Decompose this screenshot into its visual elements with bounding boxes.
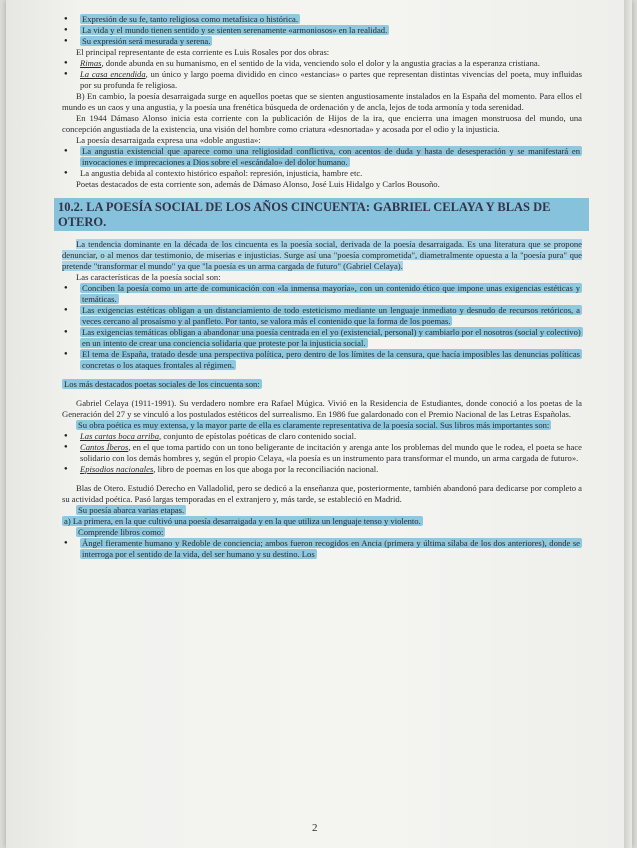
list-item: ● La angustia existencial que aparece como una religiosidad conflictiva, con acentos de duda y hasta de desesperación y se manifestará en invocaciones e imprecaciones a Dios sobre el «escándalo» del dolor humano. <box>62 146 582 168</box>
caracteristicas-intro: Las características de la poesía social son: <box>76 272 221 282</box>
desarraigada-paragraph: B) En cambio, la poesía desarraigada surge en aquellos poetas que se sienten angustiosamente instalados en la España del momento. Para ellos el mundo es un caos y una angustia, y la poesía una frenética búsqueda de ordenación y de ancla, lejos de toda armonía y toda serenidad. <box>62 91 582 112</box>
list-item: ● Rimas, donde abunda en su humanismo, en el sentido de la vida, venciendo solo el dolor y la angustia gracias a la esperanza cristiana. <box>62 58 582 69</box>
otero-books-list <box>62 538 582 560</box>
celaya-obra-paragraph: Su obra poética es muy extensa, y la mayor parte de ella es claramente representativa de la poesía social. Sus libros más importantes son: <box>78 420 550 430</box>
celaya-paragraph: Gabriel Celaya (1911-1991). Su verdadero nombre era Rafael Múgica. Vivió en la Residencia de Estudiantes, donde conoció a los poetas de la Generación del 27 y se vinculó a los postulados estéticos del surrealismo. En 1986 fue galardonado con el Premio Nacional de las Letras Españolas. <box>62 398 582 419</box>
document-content <box>58 14 583 560</box>
caracteristicas-list <box>62 283 582 371</box>
rosales-works-list <box>62 58 582 91</box>
otero-paragraph: Blas de Otero. Estudió Derecho en Valladolid, pero se dedicó a la enseñanza que, posteriormente, también abandonó para dedicarse por completo a su actividad poética. Pasó largas temporadas en el extranjero y, más tarde, se estableció en Madrid. <box>62 483 582 504</box>
list-item: ● La vida y el mundo tienen sentido y se sienten serenamente «armoniosos» en la realidad. <box>62 25 582 36</box>
tendencia-paragraph: La tendencia dominante en la década de los cincuenta es la poesía social, derivada de la poesía desarraigada. Es una literatura que se propone denunciar, o al menos dar testimonio, de miserias e injusticias. Surge así una "poesía comprometida", diametralmente opuesta a la "poesía pura" que pretende "transformar el mundo" ya que "la poesía es un arma cargada de futuro" (Gabriel Celaya). <box>62 239 582 271</box>
otero-primera-etapa: a) La primera, en la que cultivó una poesía desarraigada y en la que utiliza un lenguaje tenso y violento. <box>64 516 421 526</box>
rosales-intro: El principal representante de esta corriente es Luis Rosales por dos obras: <box>76 47 330 57</box>
angustia-list <box>62 146 582 179</box>
list-item: ● La casa encendida, un único y largo poema dividido en cinco «estancias» o partes que representan distintas vivencias del poeta, muy influidas por su profunda fe religiosa. <box>62 69 582 91</box>
document-page <box>6 0 632 848</box>
list-item: ● Las cartas boca arriba, conjunto de epístolas poéticas de claro contenido social. <box>62 431 582 442</box>
list-item: ● Su expresión será mesurada y serena. <box>62 36 582 47</box>
otero-etapas-line: Su poesía abarca varias etapas. <box>78 505 185 515</box>
list-item: ● Conciben la poesía como un arte de comunicación con «la inmensa mayoría», con un contenido ético que impone unas exigencias estéticas y temáticas. <box>62 283 582 305</box>
list-item: ● El tema de España, tratado desde una perspectiva política, pero dentro de los límites de la censura, que hacía imposibles las denuncias políticas concretas o los ataques frontales al régimen. <box>62 349 582 371</box>
destacados-paragraph: Poetas destacados de esta corriente son, además de Dámaso Alonso, José Luis Hidalgo y Carlos Bousoño. <box>76 179 440 189</box>
section-heading: 10.2. LA POESÍA SOCIAL DE LOS AÑOS CINCUENTA: GABRIEL CELAYA Y BLAS DE OTERO. <box>54 198 589 231</box>
doble-angustia-intro: La poesía desarraigada expresa una «doble angustia»: <box>76 135 261 145</box>
list-item: ● Las exigencias temáticas obligan a abandonar una poesía centrada en el yo (existencial, personal) y cambiarlo por el nosotros (social y colectivo) en un intento de crear una conciencia solidaria que proteste por la injusticia social. <box>62 327 582 349</box>
list-item: ● Las exigencias estéticas obligan a un distanciamiento de todo esteticismo mediante un lenguaje inmediato y desnudo de recursos retóricos, a veces cercano al prosaísmo y al panfleto. Por tanto, se valora más el contenido que la forma de los poemas. <box>62 305 582 327</box>
list-item: ● Cantos Íberos, en el que toma partido con un tono beligerante de incitación y arenga ante los problemas del mundo que le rodea, el poeta se hace solidario con los demás hombres y, según el propio Celaya, «la poesía es un instrumento para transformar el mundo, un arma cargada de futuro». <box>62 442 582 464</box>
list-item: ● Episodios nacionales, libro de poemas en los que aboga por la reconciliación nacional. <box>62 464 582 475</box>
celaya-books-list <box>62 431 582 475</box>
top-bullet-list <box>62 14 582 47</box>
page-edge <box>624 0 632 848</box>
list-item: ● Expresión de su fe, tanto religiosa como metafísica o histórica. <box>62 14 582 25</box>
otero-comprende-line: Comprende libros como: <box>78 527 164 537</box>
list-item: ● La angustia debida al contexto histórico español: represión, injusticia, hambre etc. <box>62 168 582 179</box>
alonso-paragraph: En 1944 Dámaso Alonso inicia esta corriente con la publicación de Hijos de la ira, que encierra una imagen monstruosa del mundo, una concepción angustiada de la existencia, una visión del hombre como criatura «desnortada» y acosada por el odio y la injusticia. <box>62 113 582 134</box>
mas-destacados-line: Los más destacados poetas sociales de los cincuenta son: <box>64 379 260 389</box>
page-number: 2 <box>312 822 318 834</box>
list-item: ● Ángel fieramente humano y Redoble de conciencia; ambos fueron recogidos en Ancia (primera y última sílaba de los dos anteriores), donde se interroga por el sentido de la vida, del ser humano y su destino. Los <box>62 538 582 560</box>
